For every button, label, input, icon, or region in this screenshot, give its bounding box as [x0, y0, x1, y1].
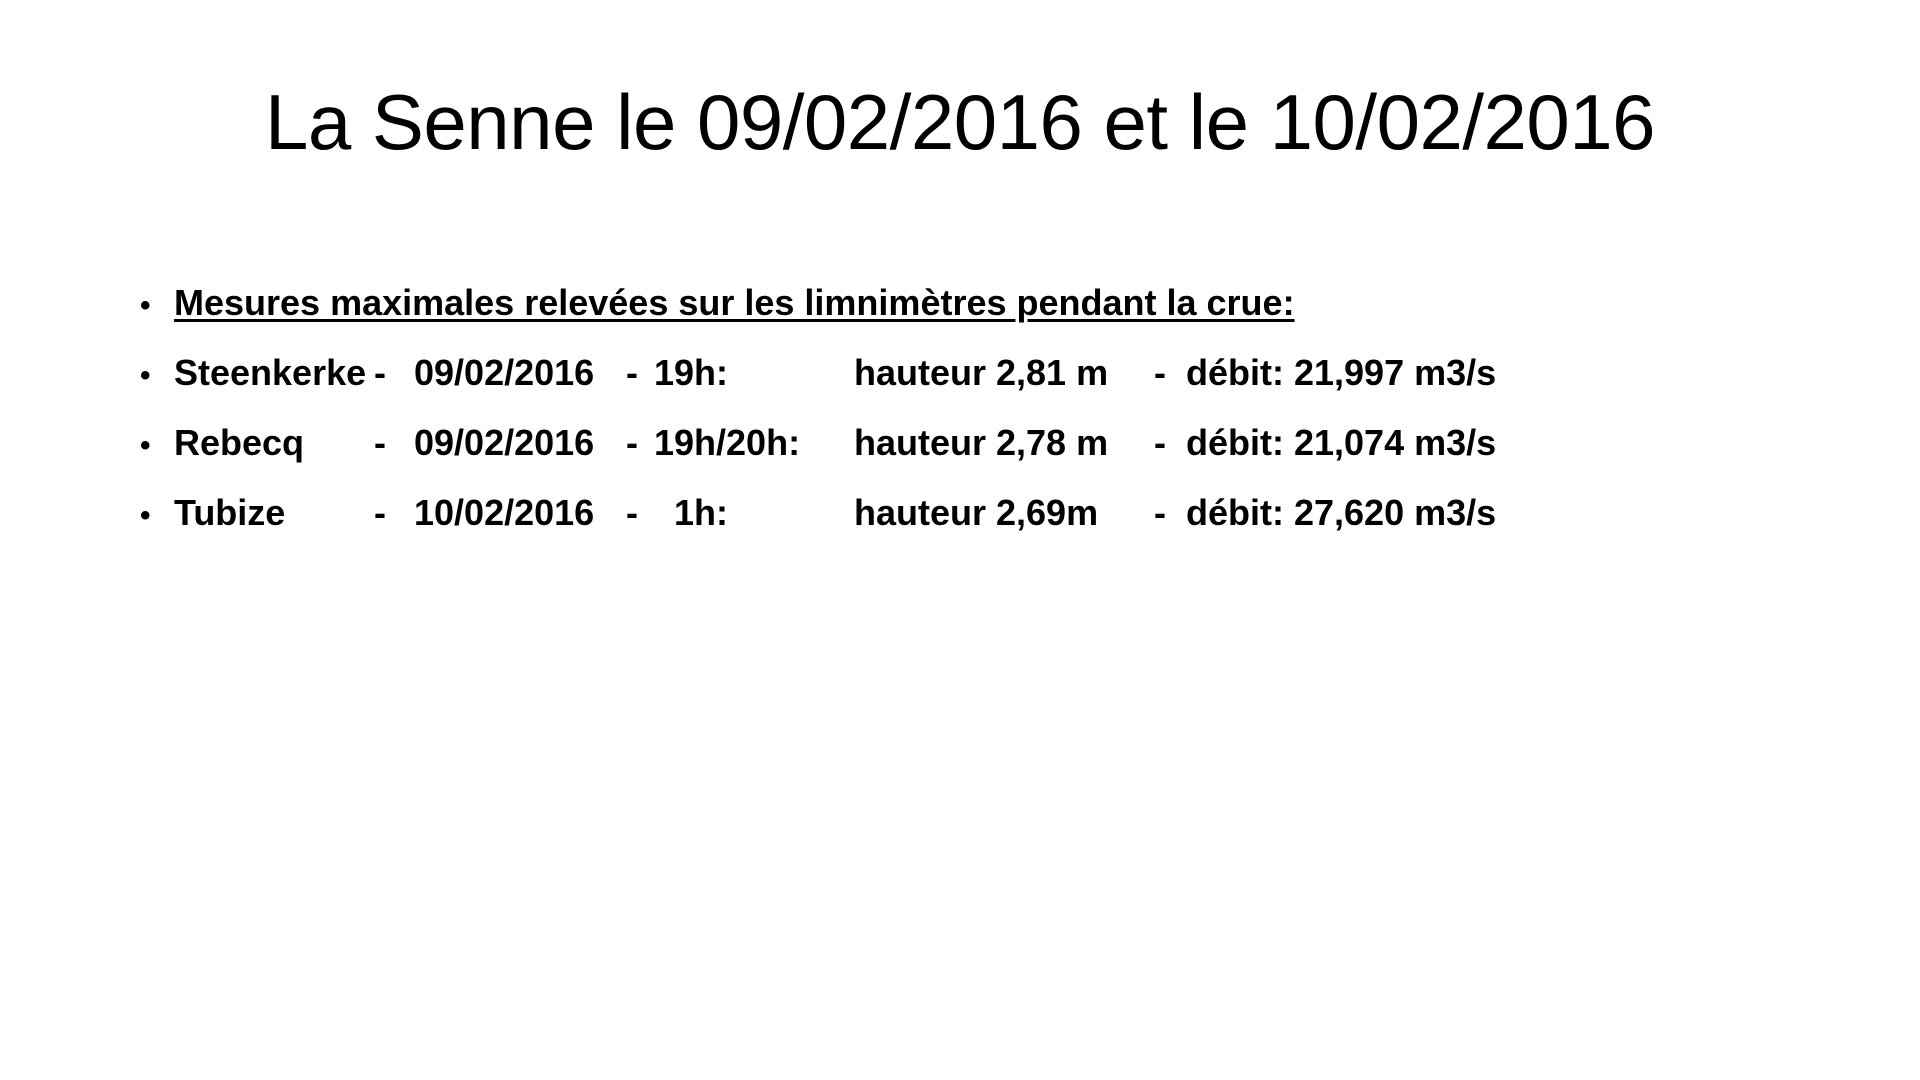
measurement-dash: -	[1154, 422, 1166, 463]
list-item	[140, 422, 1830, 463]
measurement-height: hauteur 2,78 m	[854, 422, 1109, 463]
measurement-dash: -	[626, 492, 638, 533]
content-body	[140, 282, 1830, 565]
measurement-date: 09/02/2016	[414, 422, 595, 463]
measurement-row	[174, 352, 1497, 393]
measurement-dash: -	[374, 492, 386, 533]
measurement-flow: débit: 21,074 m3/s	[1186, 422, 1497, 463]
intro-text: Mesures maximales relevées sur les limnimètres pendant la crue:	[174, 282, 1295, 323]
measurement-date: 09/02/2016	[414, 352, 595, 393]
measurement-place: Rebecq	[174, 422, 305, 463]
measurement-row	[174, 492, 1497, 533]
bullet-icon: •	[140, 359, 151, 392]
measurement-place: Steenkerke	[174, 352, 367, 393]
measurement-row	[174, 422, 1497, 463]
measurement-dash: -	[626, 422, 638, 463]
measurement-date: 10/02/2016	[414, 492, 595, 533]
measurement-flow: débit: 27,620 m3/s	[1186, 492, 1497, 533]
measurement-flow: débit: 21,997 m3/s	[1186, 352, 1497, 393]
bullet-icon: •	[140, 429, 151, 462]
measurement-dash: -	[1154, 492, 1166, 533]
measurement-place: Tubize	[174, 492, 286, 533]
list-item	[140, 352, 1830, 393]
measurement-height: hauteur 2,81 m	[854, 352, 1109, 393]
measurement-dash: -	[1154, 352, 1166, 393]
list-item	[140, 282, 1830, 323]
bullet-icon: •	[140, 499, 151, 532]
measurement-dash: -	[626, 352, 638, 393]
page-title: La Senne le 09/02/2016 et le 10/02/2016	[264, 78, 1656, 166]
measurement-time: 1h:	[654, 492, 729, 533]
measurement-dash: -	[374, 422, 386, 463]
measurement-time: 19h/20h:	[654, 422, 801, 463]
measurement-height: hauteur 2,69m	[854, 492, 1099, 533]
list-item	[140, 492, 1830, 533]
bullet-icon: •	[140, 289, 151, 322]
measurement-time: 19h:	[654, 352, 729, 393]
measurement-dash: -	[374, 352, 386, 393]
